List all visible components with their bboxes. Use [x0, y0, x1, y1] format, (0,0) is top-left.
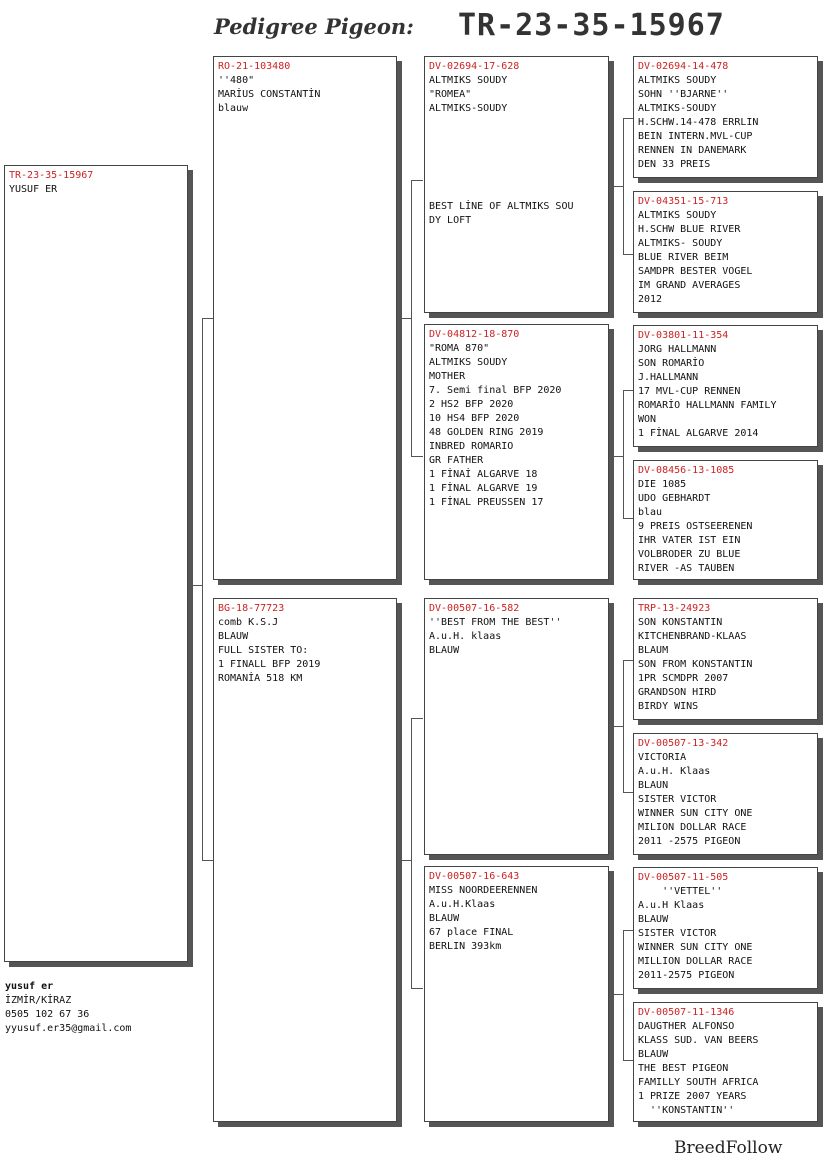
dss-line: SON KONSTANTIN	[638, 617, 723, 628]
dam-sire-sire-card[interactable]	[633, 598, 818, 720]
dsd-line: WINNER SUN CITY ONE	[638, 808, 753, 819]
sire-card[interactable]	[213, 56, 397, 580]
sire-dam-line: MOTHER	[429, 371, 466, 382]
sire-sire-line	[429, 144, 604, 158]
ssd-line: ALTMIKS SOUDY	[638, 210, 717, 221]
sdd-line: IHR VATER IST EIN	[638, 535, 741, 546]
dam-line: BLAUW	[218, 631, 249, 642]
sire-sire-line: DY LOFT	[429, 215, 472, 226]
sds-line: 1 FİNAL ALGARVE 2014	[638, 428, 759, 439]
dsd-line: 2011 -2575 PIGEON	[638, 836, 741, 847]
dss-line: GRANDSON HIRD	[638, 687, 717, 698]
dam-dam-line: BERLIN 393km	[429, 941, 502, 952]
subject-pigeon-card[interactable]	[4, 165, 188, 962]
dam-line: comb K.S.J	[218, 617, 279, 628]
sire-sire-line: ALTMIKS-SOUDY	[429, 103, 508, 114]
sds-line: ROMARİO HALLMANN FAMILY	[638, 400, 777, 411]
dam-line: ROMANİA 518 KM	[218, 673, 303, 684]
dds-line: ''VETTEL''	[638, 886, 723, 897]
sds-ring-number: DV-03801-11-354	[638, 330, 729, 341]
dds-line: SISTER VICTOR	[638, 928, 717, 939]
dam-line: 1 FINALL BFP 2019	[218, 659, 321, 670]
sire-sire-line	[429, 130, 604, 144]
owner-phone: 0505 102 67 36	[5, 1009, 90, 1020]
sdd-line: DIE 1085	[638, 479, 687, 490]
sire-sire-card[interactable]	[424, 56, 609, 313]
dds-line: 2011-2575 PIGEON	[638, 970, 735, 981]
owner-city: İZMİR/KİRAZ	[5, 995, 72, 1006]
sdd-line: RIVER -AS TAUBEN	[638, 563, 735, 574]
dam-dam-dam-card[interactable]	[633, 1002, 818, 1122]
ddd-line: DAUGTHER ALFONSO	[638, 1021, 735, 1032]
dds-line: MILLION DOLLAR RACE	[638, 956, 753, 967]
ddd-line: FAMILLY SOUTH AFRICA	[638, 1077, 759, 1088]
sire-line: MARİUS CONSTANTİN	[218, 89, 321, 100]
sdd-line: VOLBRODER ZU BLUE	[638, 549, 741, 560]
owner-email: yyusuf.er35@gmail.com	[5, 1023, 132, 1034]
sdd-line: UDO GEBHARDT	[638, 493, 711, 504]
ddd-ring-number: DV-00507-11-1346	[638, 1007, 735, 1018]
dam-sire-line: ''BEST FROM THE BEST''	[429, 617, 562, 628]
dam-sire-line: BLAUW	[429, 645, 460, 656]
ddd-line: THE BEST PIGEON	[638, 1063, 729, 1074]
sdd-line: blau	[638, 507, 663, 518]
sire-dam-line: "ROMA 870"	[429, 343, 490, 354]
dsd-ring-number: DV-00507-13-342	[638, 738, 729, 749]
dam-card[interactable]	[213, 598, 397, 1122]
dam-sire-dam-card[interactable]	[633, 733, 818, 855]
sss-line: DEN 33 PREIS	[638, 159, 711, 170]
sds-line: JORG HALLMANN	[638, 344, 717, 355]
sire-sire-line	[429, 186, 604, 200]
dss-line: BIRDY WINS	[638, 701, 699, 712]
sss-line: ALTMIKS SOUDY	[638, 75, 717, 86]
ddd-line: ''KONSTANTIN''	[638, 1105, 735, 1116]
sire-dam-line: GR FATHER	[429, 455, 484, 466]
ddd-line: BLAUW	[638, 1049, 669, 1060]
dss-ring-number: TRP-13-24923	[638, 603, 711, 614]
sss-line: SOHN ''BJARNE''	[638, 89, 729, 100]
sire-dam-dam-card[interactable]	[633, 460, 818, 580]
brand-logo-text: BreedFollow	[674, 1138, 783, 1158]
sire-sire-line	[429, 116, 604, 130]
sire-sire-line: ALTMIKS SOUDY	[429, 75, 508, 86]
dds-line: A.u.H Klaas	[638, 900, 705, 911]
subject-ring-number: TR-23-35-15967	[9, 170, 94, 181]
ssd-line: IM GRAND AVERAGES	[638, 280, 741, 291]
ssd-ring-number: DV-04351-15-713	[638, 196, 729, 207]
sire-dam-line: 7. Semi final BFP 2020	[429, 385, 562, 396]
dam-dam-line: BLAUW	[429, 913, 460, 924]
dam-sire-line: A.u.H. klaas	[429, 631, 502, 642]
dss-line: 1PR SCMDPR 2007	[638, 673, 729, 684]
sire-sire-line	[429, 158, 604, 172]
sire-line: ''480"	[218, 75, 255, 86]
dsd-line: VICTORIA	[638, 752, 687, 763]
dds-ring-number: DV-00507-11-505	[638, 872, 729, 883]
sire-sire-line: BEST LİNE OF ALTMIKS SOU	[429, 201, 574, 212]
dsd-line: A.u.H. Klaas	[638, 766, 711, 777]
sire-dam-line: 48 GOLDEN RING 2019	[429, 427, 544, 438]
sire-dam-ring-number: DV-04812-18-870	[429, 329, 520, 340]
ssd-line: SAMDPR BESTER VOGEL	[638, 266, 753, 277]
sire-sire-ring-number: DV-02694-17-628	[429, 61, 520, 72]
owner-name: yusuf er	[5, 981, 54, 992]
sss-line: BEIN INTERN.MVL-CUP	[638, 131, 753, 142]
sire-sire-sire-card[interactable]	[633, 56, 818, 178]
dam-dam-sire-card[interactable]	[633, 867, 818, 989]
sire-dam-line: 10 HS4 BFP 2020	[429, 413, 520, 424]
dam-dam-line: A.u.H.Klaas	[429, 899, 496, 910]
sds-line: SON ROMARİO	[638, 358, 705, 369]
ssd-line: H.SCHW BLUE RIVER	[638, 224, 741, 235]
sire-sire-line: "ROMEA"	[429, 89, 472, 100]
ssd-line: ALTMIKS- SOUDY	[638, 238, 723, 249]
dam-dam-card[interactable]	[424, 866, 609, 1122]
dam-line: FULL SISTER TO:	[218, 645, 309, 656]
sire-dam-line: 1 FİNAL ALGARVE 19	[429, 483, 538, 494]
sss-line: ALTMIKS-SOUDY	[638, 103, 717, 114]
dsd-line: BLAUN	[638, 780, 669, 791]
sss-line: RENNEN IN DANEMARK	[638, 145, 747, 156]
dsd-line: SISTER VICTOR	[638, 794, 717, 805]
sire-dam-line: 1 FİNAL PREUSSEN 17	[429, 497, 544, 508]
ddd-line: KLASS SUD. VAN BEERS	[638, 1035, 759, 1046]
sss-ring-number: DV-02694-14-478	[638, 61, 729, 72]
sds-line: WON	[638, 414, 657, 425]
sire-sire-dam-card[interactable]	[633, 191, 818, 313]
subject-owner: YUSUF ER	[9, 184, 58, 195]
sire-line: blauw	[218, 103, 249, 114]
sire-ring-number: RO-21-103480	[218, 61, 291, 72]
sds-line: 17 MVL-CUP RENNEN	[638, 386, 741, 397]
owner-info	[5, 980, 131, 1036]
sire-dam-line: INBRED ROMARIO	[429, 441, 514, 452]
ssd-line: BLUE RIVER BEIM	[638, 252, 729, 263]
dam-dam-ring-number: DV-00507-16-643	[429, 871, 520, 882]
sss-line: H.SCHW.14-478 ERRLIN	[638, 117, 759, 128]
dam-dam-line: MISS NOORDEERENNEN	[429, 885, 538, 896]
dam-sire-card[interactable]	[424, 598, 609, 855]
sire-dam-card[interactable]	[424, 324, 609, 580]
dds-line: BLAUW	[638, 914, 669, 925]
dam-ring-number: BG-18-77723	[218, 603, 285, 614]
dam-sire-ring-number: DV-00507-16-582	[429, 603, 520, 614]
sire-dam-line: 2 HS2 BFP 2020	[429, 399, 514, 410]
dss-line: BLAUM	[638, 645, 669, 656]
dss-line: KITCHENBRAND-KLAAS	[638, 631, 747, 642]
sire-dam-sire-card[interactable]	[633, 325, 818, 447]
dam-dam-line: 67 place FINAL	[429, 927, 514, 938]
sire-dam-line: 1 FİNAİ ALGARVE 18	[429, 469, 538, 480]
sdd-line: 9 PREIS OSTSEERENEN	[638, 521, 753, 532]
dss-line: SON FROM KONSTANTIN	[638, 659, 753, 670]
dds-line: WINNER SUN CITY ONE	[638, 942, 753, 953]
sdd-ring-number: DV-08456-13-1085	[638, 465, 735, 476]
ddd-line: 1 PRIZE 2007 YEARS	[638, 1091, 747, 1102]
dsd-line: MILION DOLLAR RACE	[638, 822, 747, 833]
subject-ring-title: TR-23-35-15967	[458, 8, 725, 43]
sds-line: J.HALLMANN	[638, 372, 699, 383]
sire-dam-line: ALTMIKS SOUDY	[429, 357, 508, 368]
pedigree-title: Pedigree Pigeon:	[214, 14, 414, 39]
ssd-line: 2012	[638, 294, 663, 305]
sire-sire-line	[429, 172, 604, 186]
